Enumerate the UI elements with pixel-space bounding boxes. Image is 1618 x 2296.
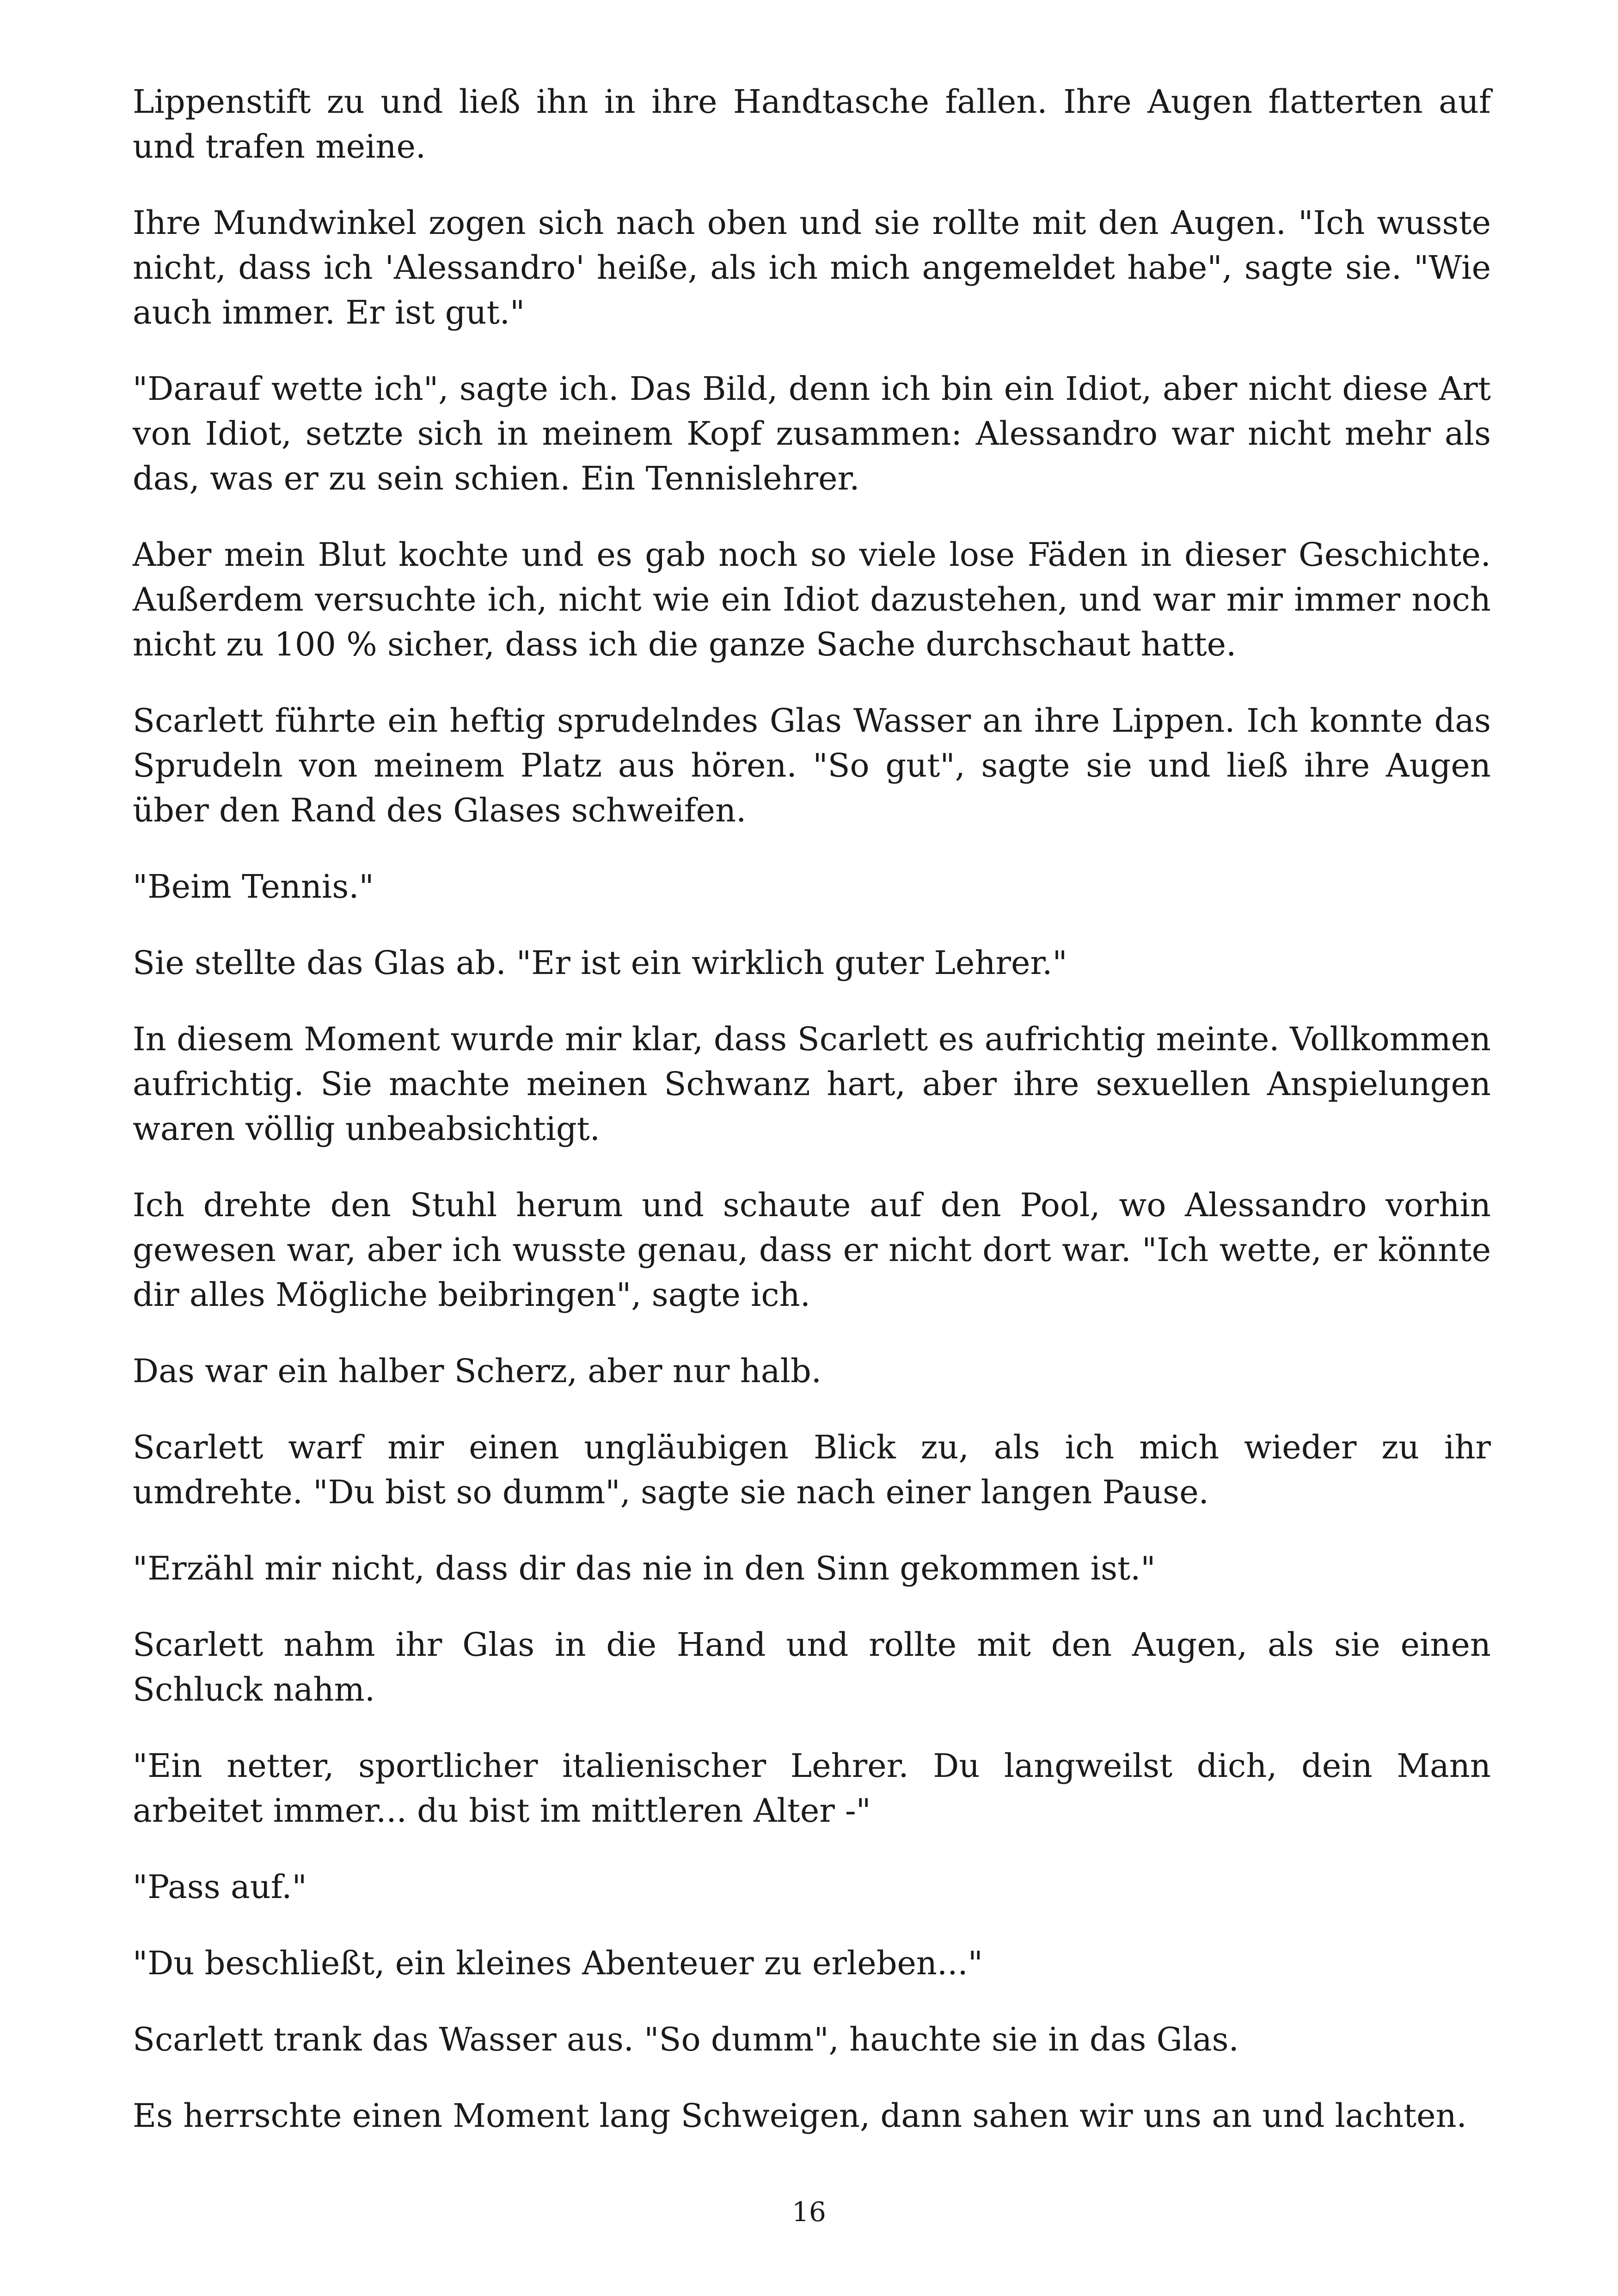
- paragraph-5: Scarlett führte ein heftig sprudelndes Glas Wasser an ihre Lippen. Ich konnte das Sprudeln von meinem Platz aus hören. "So gut", sagte sie und ließ ihre Augen über den Rand des Glases schweifen.: [133, 702, 1491, 829]
- paragraph-1: Lippenstift zu und ließ ihn in ihre Handtasche fallen. Ihre Augen flatterten auf und trafen meine.: [133, 83, 1491, 165]
- paragraph-16: "Du beschließt, ein kleines Abenteuer zu erleben...": [133, 1944, 983, 1982]
- paragraph-9: Ich drehte den Stuhl herum und schaute auf den Pool, wo Alessandro vorhin gewesen war, aber ich wusste genau, dass er nicht dort war. "Ich wette, er könnte dir alles Mögliche beibringen", sagte ich.: [133, 1186, 1491, 1314]
- paragraph-14: "Ein netter, sportlicher italienischer Lehrer. Du langweilst dich, dein Mann arbeitet immer... du bist im mittleren Alter -": [133, 1747, 1491, 1830]
- paragraph-7: Sie stellte das Glas ab. "Er ist ein wirklich guter Lehrer.": [133, 944, 1067, 982]
- paragraph-11: Scarlett warf mir einen ungläubigen Blick zu, als ich mich wieder zu ihr umdrehte. "Du bist so dumm", sagte sie nach einer langen Pause.: [133, 1428, 1491, 1511]
- paragraph-12: "Erzähl mir nicht, dass dir das nie in den Sinn gekommen ist.": [133, 1549, 1156, 1587]
- paragraph-4: Aber mein Blut kochte und es gab noch so viele lose Fäden in dieser Geschichte. Außerdem versuchte ich, nicht wie ein Idiot dazustehen, und war mir immer noch nicht zu 100 % sicher, dass ich die ganze Sache durchschaut hatte.: [133, 536, 1491, 663]
- paragraph-13: Scarlett nahm ihr Glas in die Hand und rollte mit den Augen, als sie einen Schluck nahm.: [133, 1626, 1491, 1708]
- paragraph-6: "Beim Tennis.": [133, 868, 374, 906]
- paragraph-8: In diesem Moment wurde mir klar, dass Scarlett es aufrichtig meinte. Vollkommen aufrichtig. Sie machte meinen Schwanz hart, aber ihre sexuellen Anspielungen waren völlig unbeabsichtigt.: [133, 1020, 1491, 1148]
- paragraph-2: Ihre Mundwinkel zogen sich nach oben und sie rollte mit den Augen. "Ich wusste nicht, dass ich 'Alessandro' heiße, als ich mich angemeldet habe", sagte sie. "Wie auch immer. Er ist gut.": [133, 204, 1491, 331]
- paragraph-3: "Darauf wette ich", sagte ich. Das Bild, denn ich bin ein Idiot, aber nicht diese Art von Idiot, setzte sich in meinem Kopf zusammen: Alessandro war nicht mehr als das, was er zu sein schien. Ein Tennislehrer.: [133, 370, 1491, 497]
- body-text: [133, 80, 1491, 2170]
- paragraph-10: Das war ein halber Scherz, aber nur halb.: [133, 1352, 822, 1390]
- page-number: 16: [792, 2196, 826, 2228]
- paragraph-18: Es herrschte einen Moment lang Schweigen, dann sahen wir uns an und lachten.: [133, 2097, 1467, 2135]
- paragraph-17: Scarlett trank das Wasser aus. "So dumm", hauchte sie in das Glas.: [133, 2020, 1239, 2058]
- paragraph-15: "Pass auf.": [133, 1868, 307, 1906]
